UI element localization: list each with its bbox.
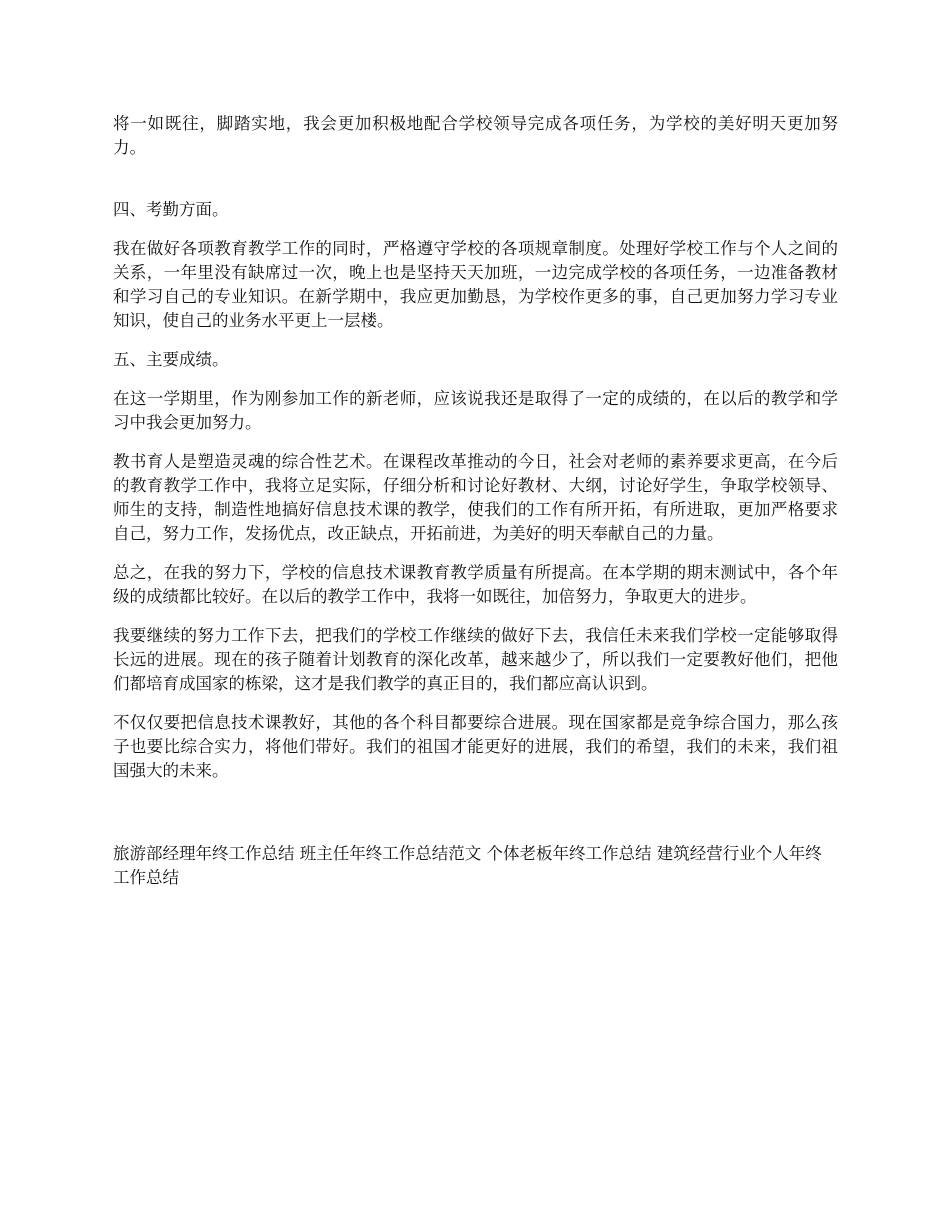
- paragraph-summary: 总之，在我的努力下，学校的信息技术课教育教学质量有所提高。在本学期的期末测试中，各个年级的成绩都比较好。在以后的教学工作中，我将一如既往，加倍努力，争取更大的进步。: [113, 563, 838, 606]
- paragraph-teaching: 教书育人是塑造灵魂的综合性艺术。在课程改革推动的今日，社会对老师的素养要求更高，在今后的教育教学工作中，我将立足实际，仔细分析和讨论好教材、大纲，讨论好学生，争取学校领导、师生的支持，制造性地搞好信息技术课的教学，使我们的工作有所开拓，有所进取，更加严格要求自己，努力工作，发扬优点，改正缺点，开拓前进，为美好的明天奉献自己的力量。: [113, 452, 838, 543]
- paragraph-attendance: 我在做好各项教育教学工作的同时，严格遵守学校的各项规章制度。处理好学校工作与个人之间的关系，一年里没有缺席过一次，晚上也是坚持天天加班，一边完成学校的各项任务，一边准备教材和学习自己的专业知识。在新学期中，我应更加勤恳，为学校作更多的事，自己更加努力学习专业知识，使自己的业务水平更上一层楼。: [113, 239, 838, 330]
- paragraph-future: 我要继续的努力工作下去，把我们的学校工作继续的做好下去，我信任未来我们学校一定能够取得长远的进展。现在的孩子随着计划教育的深化改革，越来越少了，所以我们一定要教好他们，把他们都培育成国家的栋梁，这才是我们教学的真正目的，我们都应高认识到。: [113, 626, 838, 693]
- section-heading-achievements: 五、主要成绩。: [113, 350, 229, 369]
- related-link-head-teacher[interactable]: 班主任年终工作总结范文: [299, 844, 482, 863]
- paragraph-achievements: 在这一学期里，作为刚参加工作的新老师，应该说我还是取得了一定的成绩的，在以后的教学和学习中我会更加努力。: [113, 389, 838, 432]
- paragraph-intro: 将一如既往，脚踏实地，我会更加积极地配合学校领导完成各项任务，为学校的美好明天更加努力。: [113, 114, 838, 157]
- related-link-construction[interactable]: 建筑经营行业个人年终工作总结: [113, 844, 822, 887]
- related-links: [113, 842, 838, 890]
- document-body: [113, 112, 838, 783]
- section-heading-attendance: 四、考勤方面。: [113, 200, 229, 219]
- related-link-travel-manager[interactable]: 旅游部经理年终工作总结: [113, 844, 295, 863]
- related-link-business-owner[interactable]: 个体老板年终工作总结: [486, 844, 652, 863]
- paragraph-conclusion: 不仅仅要把信息技术课教好，其他的各个科目都要综合进展。现在国家都是竞争综合国力，那么孩子也要比综合实力，将他们带好。我们的祖国才能更好的进展，我们的希望，我们的未来，我们祖国强大的未来。: [113, 713, 838, 780]
